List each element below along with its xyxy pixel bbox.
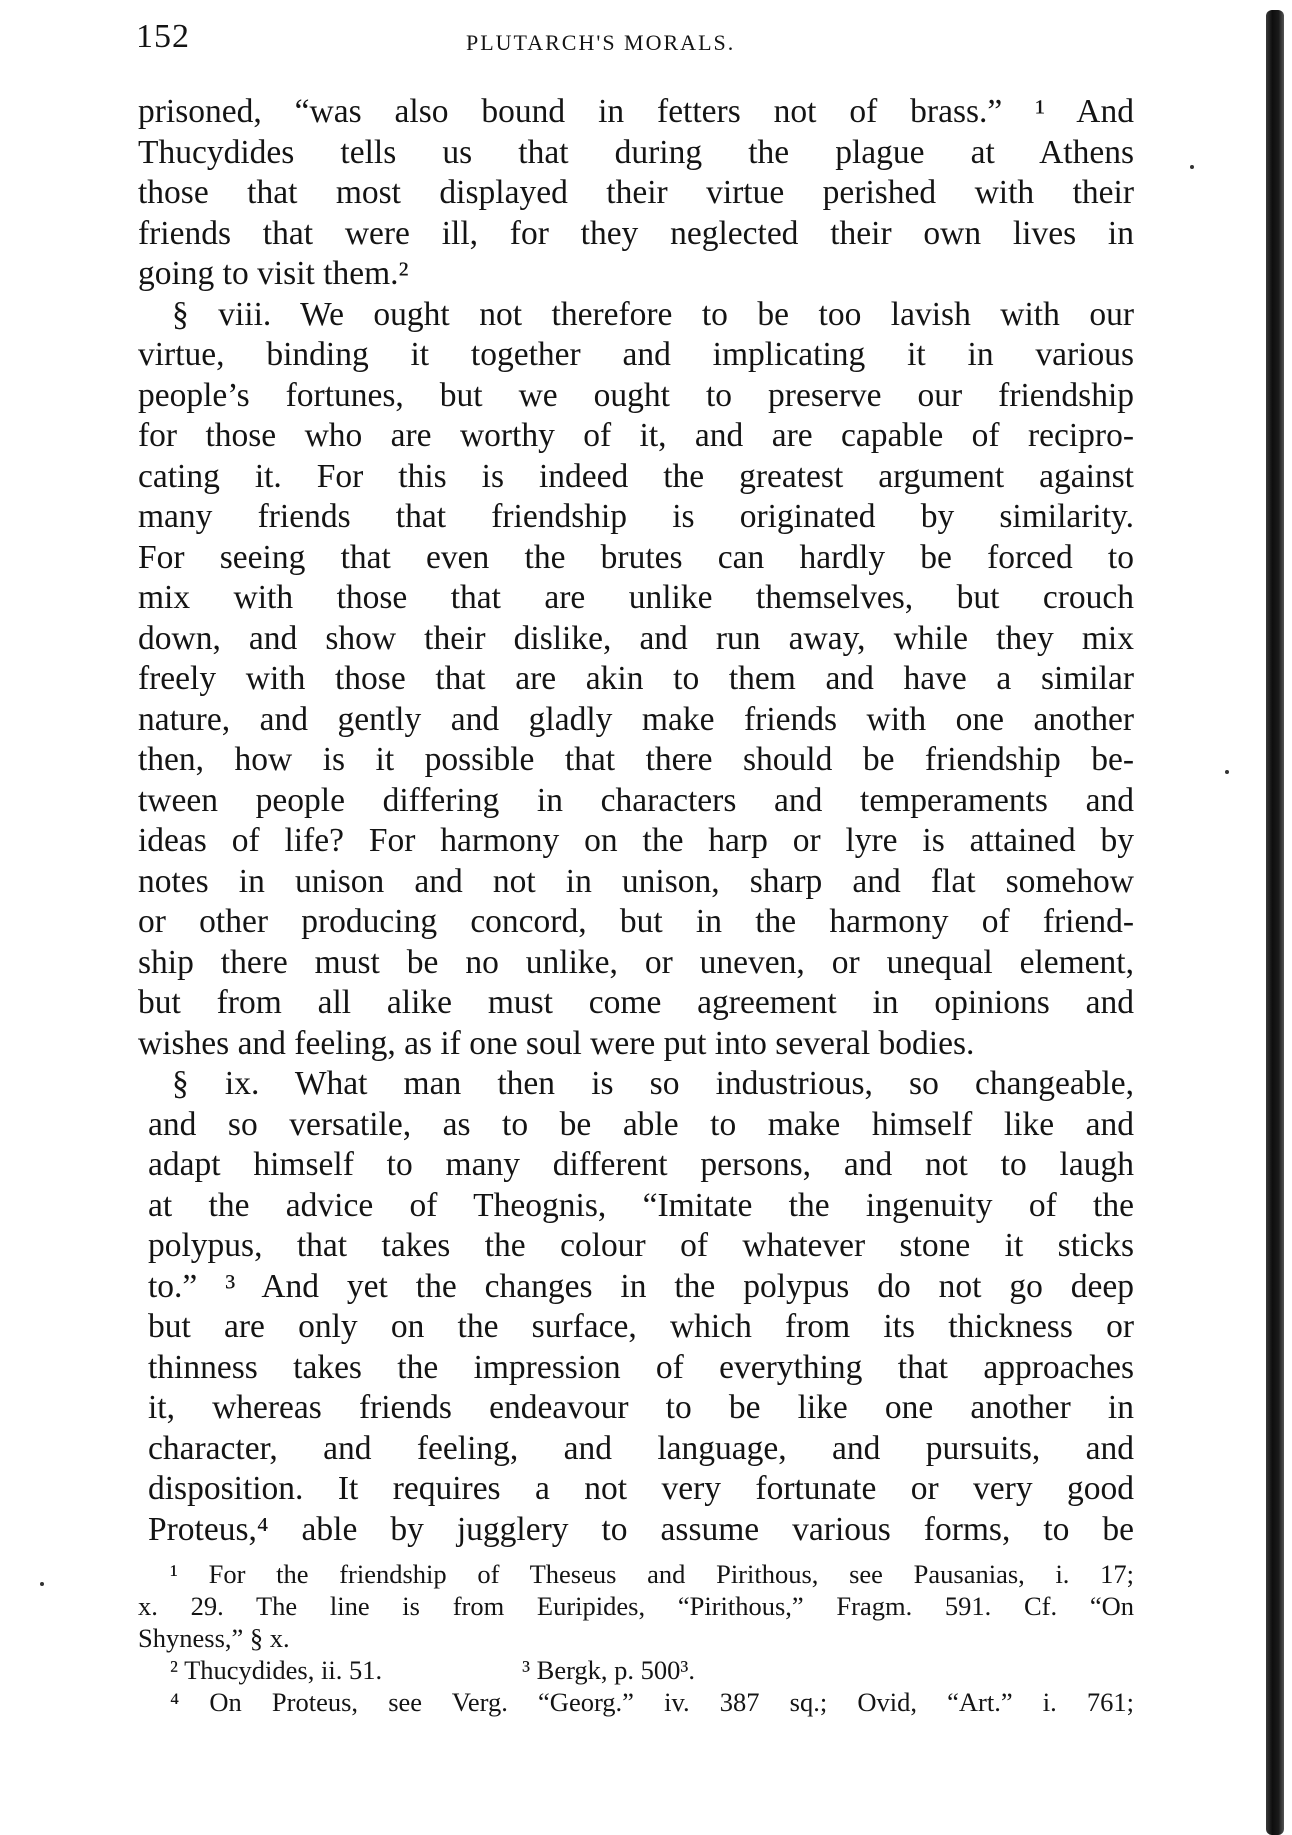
text-line: many friends that friendship is originated by similarity.	[138, 498, 1134, 535]
text-line: adapt himself to many different persons, and not to laugh	[148, 1146, 1134, 1183]
text-line: mix with those that are unlike themselves, but crouch	[138, 579, 1134, 616]
text-line: ideas of life? For harmony on the harp or lyre is attained by	[138, 822, 1134, 859]
text-line: and so versatile, as to be able to make himself like and	[148, 1105, 1134, 1143]
text-line: for those who are worthy of it, and are capable of recipro-	[138, 417, 1134, 454]
footnote-1: ¹ For the friendship of Theseus and Pirithous, see Pausanias, i. 17;	[170, 1559, 1134, 1589]
text-line: nature, and gently and gladly make friends with one another	[138, 700, 1134, 738]
running-title: PLUTARCH'S MORALS.	[466, 30, 736, 55]
text-line: at the advice of Theognis, “Imitate the ingenuity of the	[148, 1186, 1134, 1224]
text-line: tween people differing in characters and temperaments and	[138, 781, 1134, 819]
footnote-3: ³ Bergk, p. 500³.	[522, 1655, 696, 1685]
section-viii-start: § viii. We ought not therefore to be too lavish with our	[172, 295, 1134, 333]
print-speck	[1225, 770, 1229, 774]
text-line: notes in unison and not in unison, sharp and flat somehow	[138, 862, 1134, 900]
text-line: Proteus,⁴ able by jugglery to assume various forms, to be	[148, 1510, 1134, 1548]
footnote-1-cont: Shyness,” § x.	[138, 1623, 290, 1653]
text-line: or other producing concord, but in the harmony of friend-	[138, 903, 1134, 940]
footnote-row-2-3	[138, 1654, 1134, 1686]
footnote-4: ⁴ On Proteus, see Verg. “Georg.” iv. 387 sq.; Ovid, “Art.” i. 761;	[170, 1687, 1134, 1717]
text-line: cating it. For this is indeed the greatest argument against	[138, 457, 1134, 495]
text-line: down, and show their dislike, and run away, while they mix	[138, 619, 1134, 657]
page-number: 152	[136, 18, 190, 55]
text-line: but are only on the surface, which from its thickness or	[148, 1308, 1134, 1345]
section-ix-start: § ix. What man then is so industrious, so changeable,	[172, 1065, 1134, 1102]
text-line: freely with those that are akin to them and have a similar	[138, 660, 1134, 697]
text-line: character, and feeling, and language, and pursuits, and	[148, 1429, 1134, 1467]
text-line: people’s fortunes, but we ought to preserve our friendship	[138, 376, 1134, 414]
print-speck	[1190, 165, 1194, 169]
footnote-1-cont: x. 29. The line is from Euripides, “Pirithous,” Fragm. 591. Cf. “On	[138, 1591, 1134, 1621]
text-line: to.” ³ And yet the changes in the polypus do not go deep	[148, 1267, 1134, 1305]
text-line: prisoned, “was also bound in fetters not of brass.” ¹ And	[138, 93, 1134, 130]
text-line: it, whereas friends endeavour to be like one another in	[148, 1389, 1134, 1426]
text-line: but from all alike must come agreement in opinions and	[138, 984, 1134, 1021]
text-line: then, how is it possible that there should be friendship be-	[138, 741, 1134, 778]
running-head	[136, 18, 1136, 66]
footnote-2: ² Thucydides, ii. 51.	[170, 1655, 383, 1685]
text-line: Thucydides tells us that during the plague at Athens	[138, 133, 1134, 171]
text-line: For seeing that even the brutes can hardly be forced to	[138, 538, 1134, 576]
footnotes	[138, 1558, 1134, 1718]
text-line: thinness takes the impression of everything that approaches	[148, 1348, 1134, 1386]
binding-shadow	[1266, 10, 1284, 1835]
text-line: friends that were ill, for they neglected their own lives in	[138, 214, 1134, 252]
text-line: ship there must be no unlike, or uneven, or unequal element,	[138, 943, 1134, 981]
print-speck	[40, 1582, 44, 1586]
text-line: polypus, that takes the colour of whatever stone it sticks	[148, 1227, 1134, 1264]
body-text	[138, 92, 1134, 1550]
page-edge	[1284, 0, 1292, 1835]
text-line: virtue, binding it together and implicating it in various	[138, 336, 1134, 373]
text-line: going to visit them.²	[138, 255, 409, 292]
text-line: disposition. It requires a not very fortunate or very good	[148, 1470, 1134, 1507]
book-binding-edge	[1258, 0, 1292, 1835]
text-line: wishes and feeling, as if one soul were put into several bodies.	[138, 1024, 975, 1062]
text-line: those that most displayed their virtue perished with their	[138, 174, 1134, 211]
